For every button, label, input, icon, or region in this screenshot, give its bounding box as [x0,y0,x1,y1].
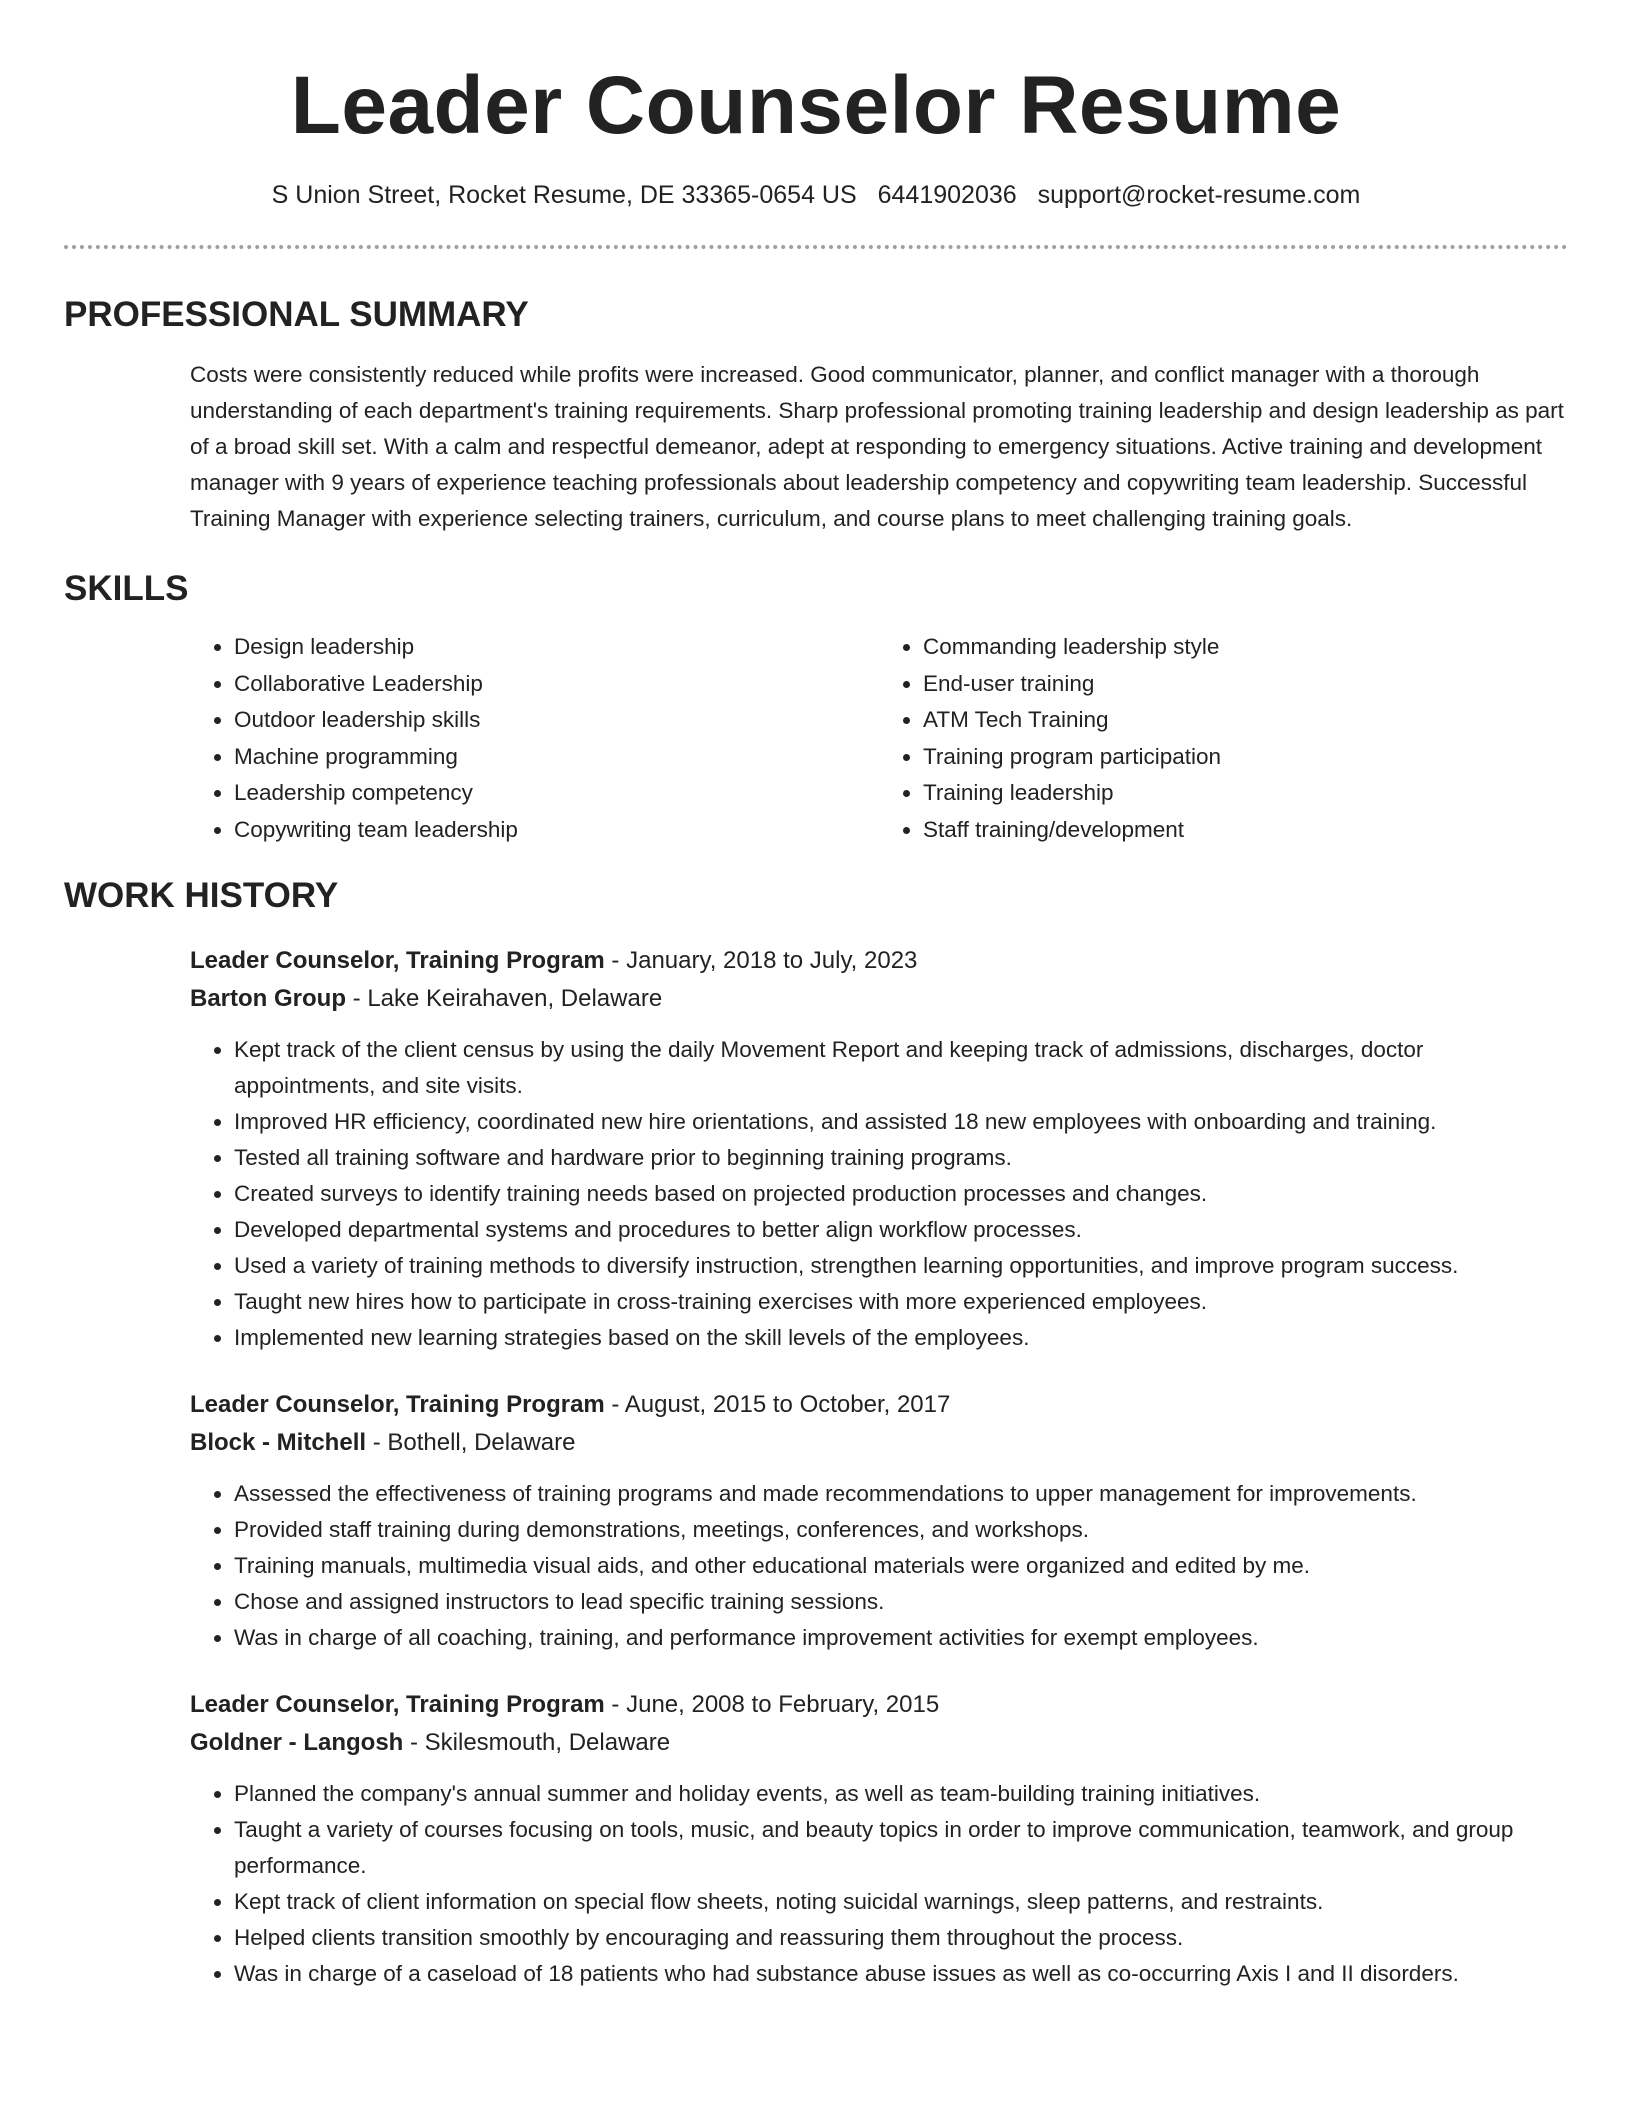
job-bullet: • Taught a variety of courses focusing on tools, music, and beauty topics in order to improve communication, teamwork, and group performance. [234,1812,1568,1884]
job-bullets [190,1476,1568,1656]
job-company-line [190,980,1568,1018]
job-title-line [190,1686,1568,1724]
job-bullet: • Created surveys to identify training needs based on projected production processes and changes. [234,1176,1568,1212]
job-bullet: • Developed departmental systems and procedures to better align workflow processes. [234,1212,1568,1248]
work-history-heading: WORK HISTORY [64,876,339,915]
skill-item: • Leadership competency [234,775,879,812]
job-location: - Lake Keirahaven, Delaware [346,985,663,1012]
skill-item: • Commanding leadership style [923,629,1568,666]
job-location: - Bothell, Delaware [366,1429,576,1456]
job-company: Goldner - Langosh [190,1729,404,1756]
contact-line [64,178,1568,212]
skill-item: • Training program participation [923,739,1568,776]
job-bullets [190,1776,1568,1992]
job-role: Leader Counselor, Training Program [190,1691,605,1718]
job-bullet: • Used a variety of training methods to diversify instruction, strengthen learning opportunities, and improve program success. [234,1248,1568,1284]
skill-item: • Copywriting team leadership [234,812,879,849]
job-entry [190,1386,1568,1656]
job-bullet: • Chose and assigned instructors to lead specific training sessions. [234,1584,1568,1620]
skills-columns [190,629,1568,848]
job-bullet: • Assessed the effectiveness of training programs and made recommendations to upper management for improvements. [234,1476,1568,1512]
skills-section [64,567,1568,848]
skill-item: • Collaborative Leadership [234,666,879,703]
job-title-line [190,942,1568,980]
job-bullets [190,1032,1568,1356]
skill-item: • End-user training [923,666,1568,703]
summary-text: Costs were consistently reduced while profits were increased. Good communicator, planner, and conflict manager with a thorough understanding of each department's training requirements. Sharp professional promoting training leadership and design leadership as part of a broad skill set. With a calm and respectful demeanor, adept at responding to emergency situations. Active training and development manager with 9 years of experience teaching professionals about leadership competency and copywriting team leadership. Successful Training Manager with experience selecting trainers, curriculum, and course plans to meet challenging training goals. [190,362,1564,531]
skills-heading: SKILLS [64,569,189,608]
job-dates: - January, 2018 to July, 2023 [604,947,918,974]
job-company-line [190,1424,1568,1462]
skill-item: • Design leadership [234,629,879,666]
job-bullet: • Was in charge of all coaching, training, and performance improvement activities for exempt employees. [234,1620,1568,1656]
skills-column-left [190,629,879,848]
summary-section [64,293,1568,537]
work-history-section [64,874,1568,1992]
job-bullet: • Implemented new learning strategies based on the skill levels of the employees. [234,1320,1568,1356]
contact-phone: 6441902036 [877,181,1017,209]
job-role: Leader Counselor, Training Program [190,1391,605,1418]
job-bullet: • Planned the company's annual summer and holiday events, as well as team-building training initiatives. [234,1776,1568,1812]
contact-address: S Union Street, Rocket Resume, DE 33365-0654 US [271,181,857,209]
contact-email: support@rocket-resume.com [1037,181,1361,209]
skill-item: • ATM Tech Training [923,702,1568,739]
job-company-line [190,1724,1568,1762]
job-bullet: • Kept track of the client census by using the daily Movement Report and keeping track of admissions, discharges, doctor appointments, and site visits. [234,1032,1568,1104]
job-bullet: • Improved HR efficiency, coordinated new hire orientations, and assisted 18 new employees with onboarding and training. [234,1104,1568,1140]
job-bullet: • Tested all training software and hardware prior to beginning training programs. [234,1140,1568,1176]
job-bullet: • Was in charge of a caseload of 18 patients who had substance abuse issues as well as co-occurring Axis I and II disorders. [234,1956,1568,1992]
job-bullet: • Taught new hires how to participate in cross-training exercises with more experienced employees. [234,1284,1568,1320]
job-bullet: • Helped clients transition smoothly by encouraging and reassuring them throughout the process. [234,1920,1568,1956]
skills-column-right [879,629,1568,848]
skill-item: • Machine programming [234,739,879,776]
job-entry [190,942,1568,1356]
job-entry [190,1686,1568,1992]
job-bullet: • Provided staff training during demonstrations, meetings, conferences, and workshops. [234,1512,1568,1548]
skill-item: • Staff training/development [923,812,1568,849]
job-dates: - August, 2015 to October, 2017 [604,1391,951,1418]
job-company: Block - Mitchell [190,1429,367,1456]
job-title-line [190,1386,1568,1424]
job-bullet: • Training manuals, multimedia visual aids, and other educational materials were organized and edited by me. [234,1548,1568,1584]
skill-item: • Outdoor leadership skills [234,702,879,739]
page-title: Leader Counselor Resume [290,60,1342,151]
job-dates: - June, 2008 to February, 2015 [604,1691,940,1718]
job-location: - Skilesmouth, Delaware [403,1729,671,1756]
job-role: Leader Counselor, Training Program [190,947,605,974]
resume-page [64,0,1568,1992]
job-company: Barton Group [190,985,346,1012]
header-divider [64,245,1568,249]
summary-heading: PROFESSIONAL SUMMARY [64,295,529,334]
skill-item: • Training leadership [923,775,1568,812]
job-bullet: • Kept track of client information on special flow sheets, noting suicidal warnings, sleep patterns, and restraints. [234,1884,1568,1920]
